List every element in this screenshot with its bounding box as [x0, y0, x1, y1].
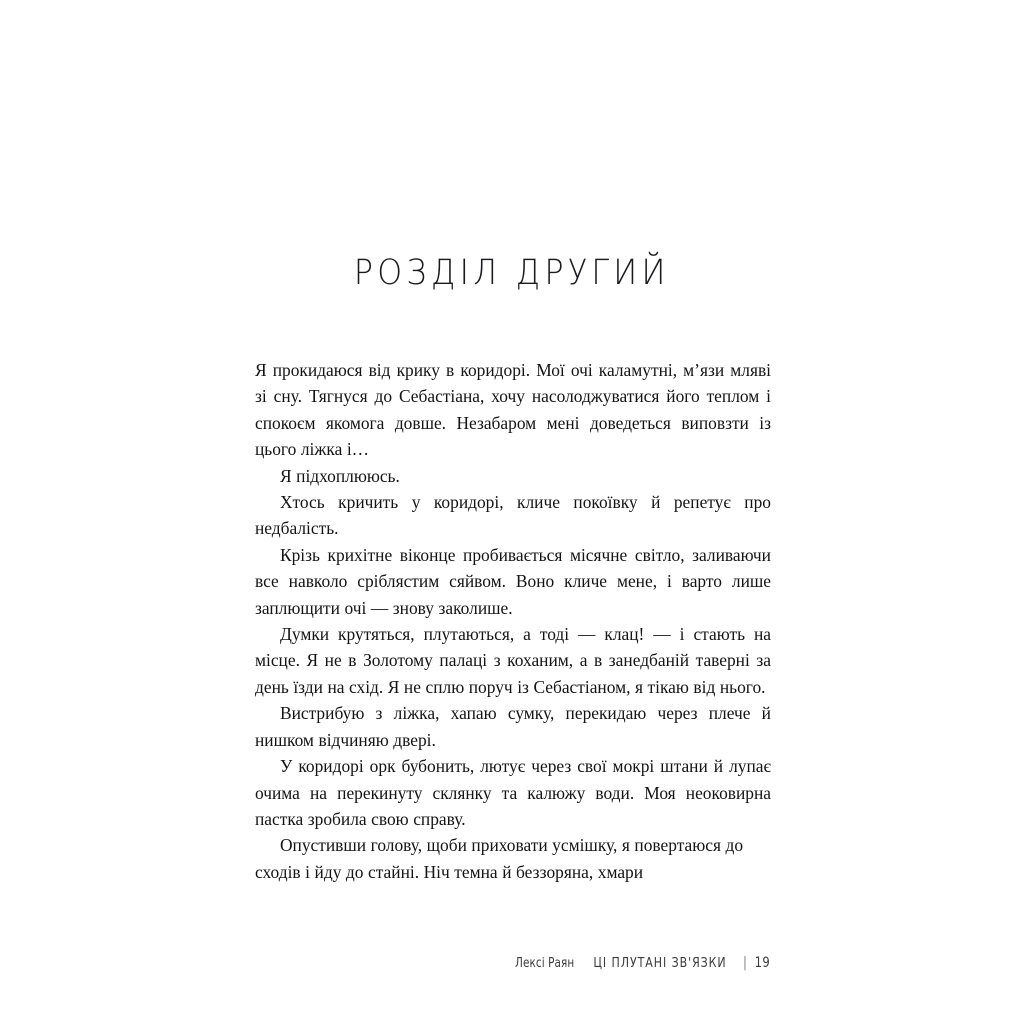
paragraph: Думки крутяться, плутаються, а тоді — клац! — і стають на місце. Я не в Золотому палаці з коханим, а в занедбаній таверні за день їзди на схід. Я не сплю поруч із Себастіаном, я тікаю від нього.: [255, 624, 771, 697]
footer-author: Лексі Раян: [515, 956, 575, 971]
running-footer: [255, 955, 771, 971]
body-text-column: [255, 357, 771, 885]
footer-separator: |: [742, 955, 748, 971]
page-number: 19: [754, 955, 771, 971]
paragraph: Я прокидаюся від крику в коридорі. Мої очі каламутні, м’язи мляві зі сну. Тягнуся до Себастіана, хочу насолоджуватися його теплом і спокоєм якомога довше. Незабаром мені доведеться виповзти із цього ліжка і…: [255, 360, 771, 460]
paragraph: Я підхоплююсь.: [280, 465, 400, 486]
chapter-title-container: [0, 252, 1024, 294]
paragraph: Хтось кричить у коридорі, кличе покоївку й репетує про недбалість.: [255, 492, 771, 539]
paragraph: Опустивши голову, щоби приховати усмішку, я повертаюся до сходів і йду до стайні. Ніч темна й беззоряна, хмари: [255, 835, 744, 882]
chapter-title: РОЗДІЛ ДРУГИЙ: [354, 252, 670, 294]
footer-book-title: ЦІ ПЛУТАНІ ЗВ'ЯЗКИ: [593, 955, 727, 971]
paragraph: Крізь крихітне віконце пробивається місячне світло, заливаючи все навколо сріблястим сяйвом. Воно кличе мене, і варто лише заплющити очі — знову заколише.: [255, 544, 771, 618]
paragraph: У коридорі орк бубонить, лютує через свої мокрі штани й лупає очима на перекинуту склянку та калюжу води. Моя неоковирна пастка зробила свою справу.: [255, 756, 771, 829]
paragraph: Вистрибую з ліжка, хапаю сумку, перекидаю через плече й нишком відчиняю двері.: [255, 703, 771, 750]
